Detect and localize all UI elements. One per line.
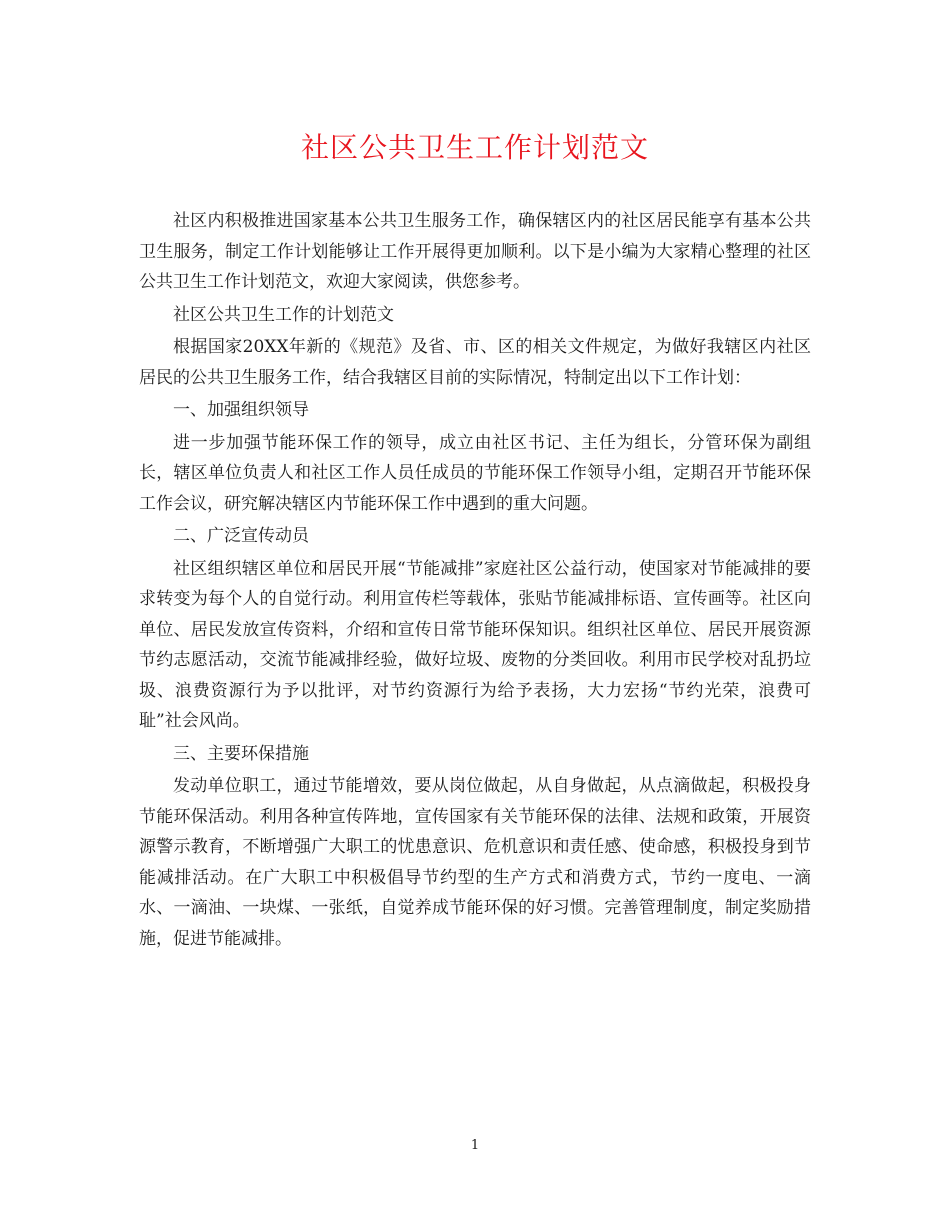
section-heading-1: 一、加强组织领导 <box>173 400 309 420</box>
section-2-paragraph: 社区组织辖区单位和居民开展“节能减排”家庭社区公益行动，使国家对节能减排的要求转变为每个人的自觉行动。利用宣传栏等载体，张贴节能减排标语、宣传画等。社区向单位、居民发放宣传资料，介绍和宣传日常节能环保知识。组织社区单位、居民开展资源节约志愿活动，交流节能减排经验，做好垃圾、废物的分类回收。利用市民学校对乱扔垃圾、浪费资源行为予以批评，对节约资源行为给予表扬，大力宏扬“节约光荣，浪费可耻”社会风尚。 <box>139 558 811 731</box>
section-subtitle: 社区公共卫生工作的计划范文 <box>173 304 394 325</box>
document-title: 社区公共卫生工作计划范文 <box>300 131 649 164</box>
page-number: 1 <box>470 1138 480 1153</box>
section-3-paragraph: 发动单位职工，通过节能增效，要从岗位做起，从自身做起，从点滴做起，积极投身节能环保活动。利用各种宣传阵地，宣传国家有关节能环保的法律、法规和政策，开展资源警示教育，不断增强广大职工的忧患意识、危机意识和责任感、使命感，积极投身到节能减排活动。在广大职工中积极倡导节约型的生产方式和消费方式，节约一度电、一滴水、一滴油、一块煤、一张纸，自觉养成节能环保的好习惯。完善管理制度，制定奖励措施，促进节能减排。 <box>139 776 811 949</box>
section-1-paragraph: 进一步加强节能环保工作的领导，成立由社区书记、主任为组长，分管环保为副组长，辖区单位负责人和社区工作人员任成员的节能环保工作领导小组，定期召开节能环保工作会议，研究解决辖区内节能环保工作中遇到的重大问题。 <box>139 432 811 514</box>
intro-paragraph: 社区内积极推进国家基本公共卫生服务工作，确保辖区内的社区居民能享有基本公共卫生服务，制定工作计划能够让工作开展得更加顺利。以下是小编为大家精心整理的社区公共卫生工作计划范文，欢迎大家阅读，供您参考。 <box>139 211 811 292</box>
section-heading-3: 三、主要环保措施 <box>173 743 309 764</box>
section-heading-2: 二、广泛宣传动员 <box>173 526 309 546</box>
document-body <box>139 206 811 956</box>
basis-paragraph: 根据国家20XX年新的《规范》及省、市、区的相关文件规定，为做好我辖区内社区居民的公共卫生服务工作，结合我辖区目前的实际情况，特制定出以下工作计划： <box>139 337 811 388</box>
